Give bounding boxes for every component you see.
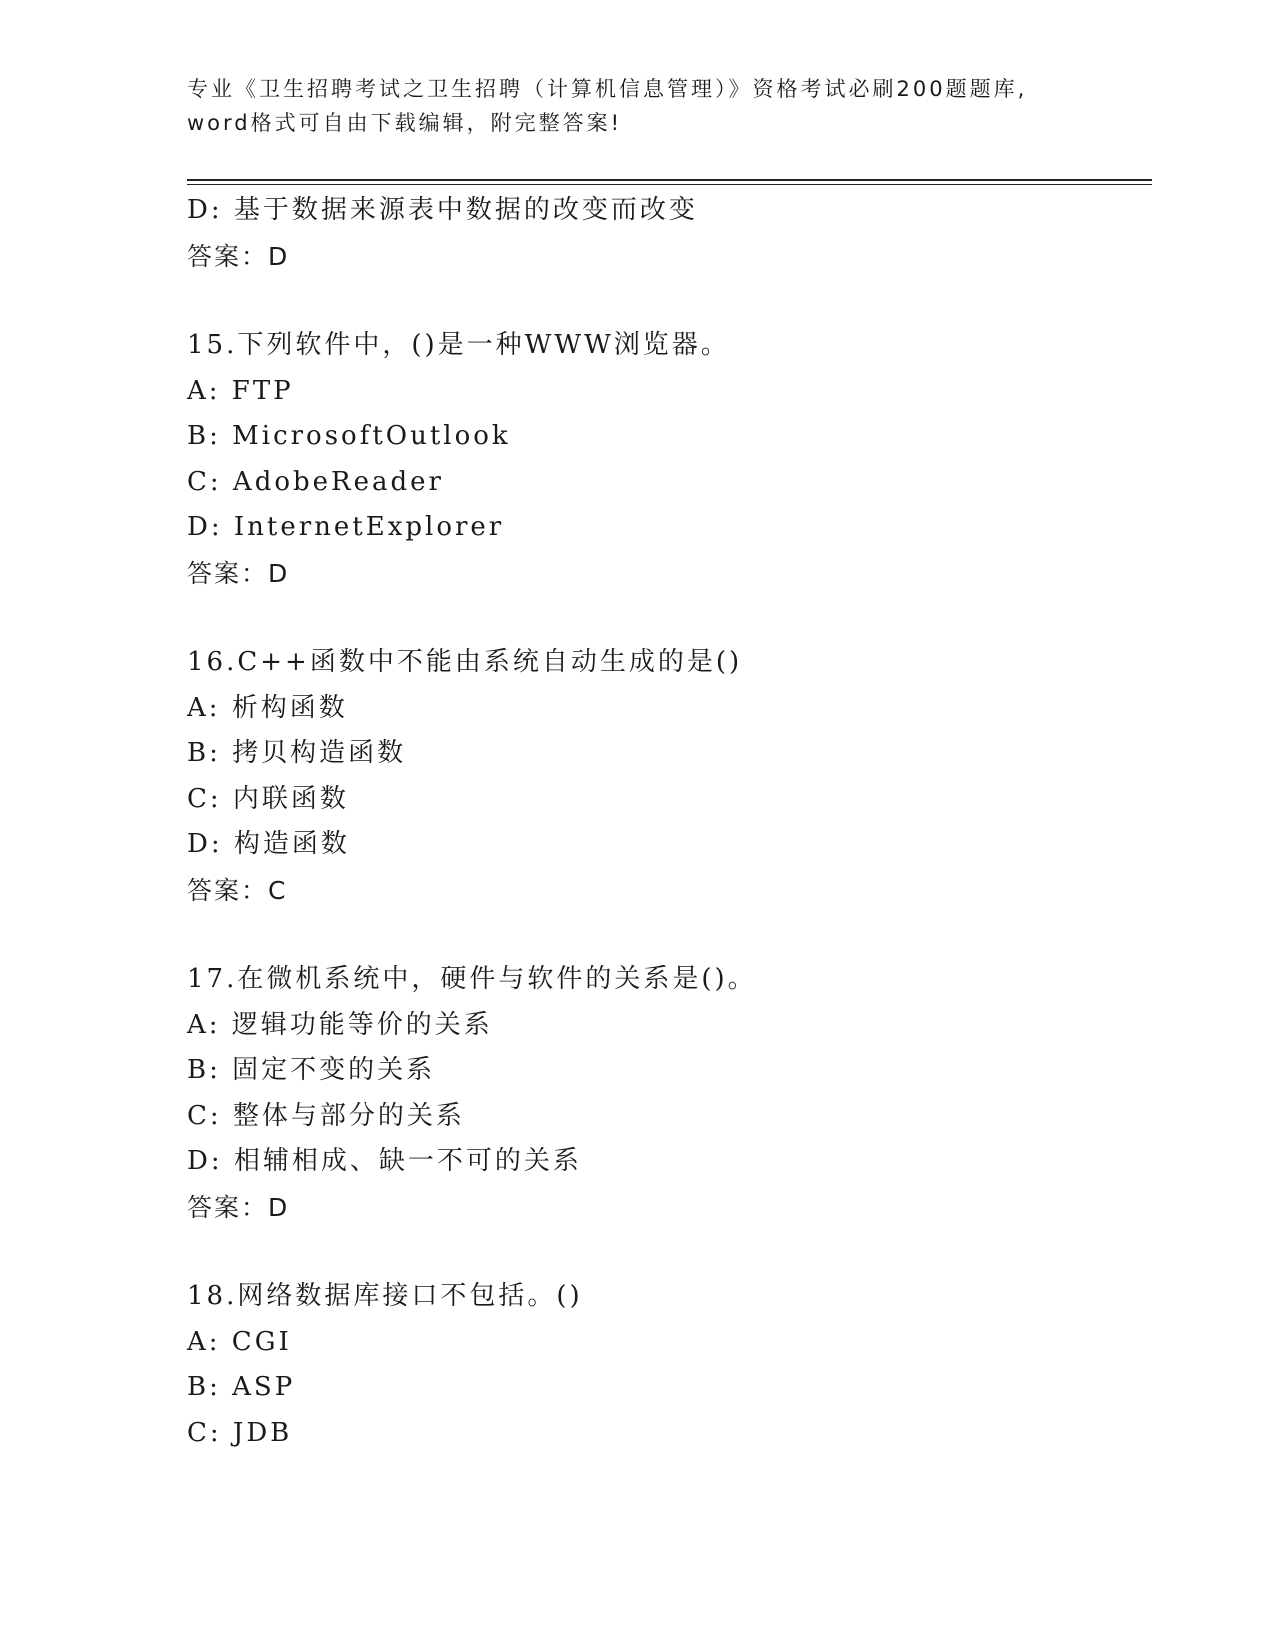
option-d: D: InternetExplorer [187, 512, 505, 542]
option-d: D: 相辅相成、缺一不可的关系 [187, 1146, 582, 1176]
header-line-2: word格式可自由下载编辑，附完整答案! [187, 111, 623, 135]
option-b: B: MicrosoftOutlook [187, 421, 511, 451]
answer: 答案：D [187, 558, 290, 588]
option-b: B: ASP [187, 1372, 296, 1402]
header-line-1: 专业《卫生招聘考试之卫生招聘（计算机信息管理）》资格考试必刷200题题库, [187, 77, 1028, 101]
question-stem: 16.C++函数中不能由系统自动生成的是() [187, 647, 743, 677]
option-c: C: AdobeReader [187, 466, 444, 497]
option-d: D: 构造函数 [187, 829, 350, 859]
question-17 [187, 957, 1147, 1230]
header-divider-thick [187, 179, 1152, 181]
option-a: A: 逻辑功能等价的关系 [187, 1009, 493, 1040]
option-b: B: 固定不变的关系 [187, 1055, 436, 1085]
question-list [187, 188, 1147, 1456]
question-15 [187, 323, 1147, 596]
header-divider-thin [187, 184, 1152, 185]
option-c: C: JDB [187, 1417, 293, 1448]
question-stem: 17.在微机系统中，硬件与软件的关系是()。 [187, 964, 757, 994]
document-header [187, 72, 1087, 140]
prev-answer: 答案：D [187, 241, 290, 271]
option-b: B: 拷贝构造函数 [187, 738, 407, 768]
option-c: C: 内联函数 [187, 783, 349, 814]
question-stem: 15.下列软件中，()是一种WWW浏览器。 [187, 330, 730, 360]
option-c: C: 整体与部分的关系 [187, 1100, 465, 1131]
option-a: A: CGI [187, 1326, 292, 1357]
option-a: A: FTP [187, 375, 294, 406]
answer: 答案：D [187, 1192, 290, 1222]
question-stem: 18.网络数据库接口不包括。() [187, 1281, 583, 1311]
question-16 [187, 640, 1147, 913]
prev-option-d: D: 基于数据来源表中数据的改变而改变 [187, 195, 698, 225]
answer: 答案：C [187, 875, 288, 905]
option-a: A: 析构函数 [187, 692, 348, 723]
question-18 [187, 1274, 1147, 1456]
